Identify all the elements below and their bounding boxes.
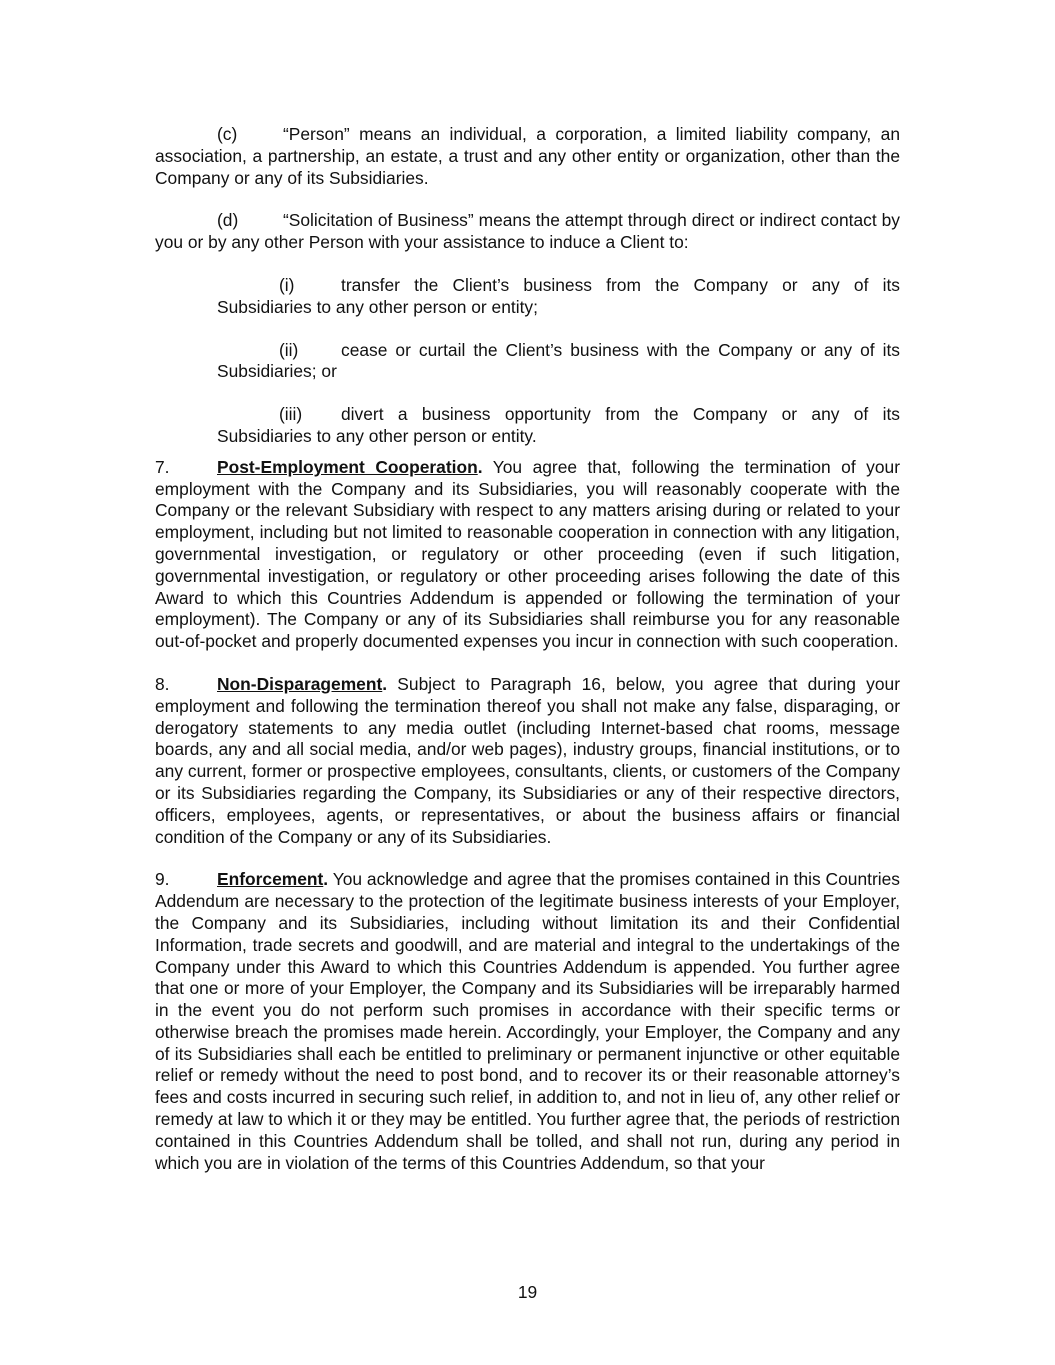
section-heading: Post-Employment Cooperation (217, 456, 478, 477)
definition-text: “Solicitation of Business” means the attempt through direct or indirect contact by you or by any other Person with your assistance to induce a Client to: (155, 210, 900, 253)
sub-item-ii (217, 340, 900, 384)
section-text: You agree that, following the termination of your employment with the Company and its Subsidiaries, you will reasonably cooperate with the Company or the relevant Subsidiary with respect to any matters arising during or related to your employment, including but not limited to reasonable cooperation in connection with any litigation, governmental investigation, or regulatory or other proceeding (even if such litigation, governmental investigation, or regulatory or other proceeding arises following the date of this Award to which this Countries Addendum is appended or following the termination of your employment). The Company or any of its Subsidiaries shall reimburse you for any reasonable out-of-pocket and properly documented expenses you incur in connection with such cooperation. (155, 456, 900, 652)
page-number: 19 (517, 1282, 538, 1302)
section-number: 8. (155, 673, 170, 694)
section-number: 7. (155, 456, 170, 477)
definition-c (155, 124, 900, 189)
sub-item-text: transfer the Client’s business from the Company or any of its Subsidiaries to any other person or entity; (217, 274, 900, 317)
section-number: 9. (155, 869, 170, 890)
definition-label: (d) (217, 210, 239, 231)
document-page (155, 124, 900, 1195)
sub-item-text: cease or curtail the Client’s business with the Company or any of its Subsidiaries; or (217, 339, 900, 382)
sub-item-label: (i) (279, 274, 295, 295)
section-7 (155, 457, 900, 653)
section-heading: Enforcement (217, 869, 324, 890)
section-9 (155, 869, 900, 1174)
sub-item-label: (iii) (279, 404, 303, 425)
sub-item-label: (ii) (279, 339, 299, 360)
section-8 (155, 674, 900, 848)
section-heading-period: . (382, 673, 388, 694)
definition-d (155, 210, 900, 254)
section-heading-period: . (323, 869, 329, 890)
section-heading: Non-Disparagement (217, 673, 383, 694)
section-heading-period: . (477, 456, 483, 477)
definition-label: (c) (217, 124, 238, 144)
section-text: You acknowledge and agree that the promises contained in this Countries Addendum are necessary to the protection of the legitimate business interests of your Employer, the Company and its Subsidiaries, including without limitation its and their Confidential Information, trade secrets and goodwill, and are material and integral to the undertakings of the Company under this Award to which this Countries Addendum is appended. You further agree that one or more of your Employer, the Company and its Subsidiaries will be irreparably harmed in the event you do not perform such promises in accordance with their specific terms or otherwise breach the promises made herein. Accordingly, your Employer, the Company and any of its Subsidiaries shall each be entitled to preliminary or permanent injunctive or other equitable relief or remedy without the need to post bond, and to recover its or their reasonable attorney’s fees and costs incurred in securing such relief, in addition to, and not in lieu of, any other relief or remedy at law to which it or they may be entitled. You further agree that, the periods of restriction contained in this Countries Addendum shall be tolled, and shall not run, during any period in which you are in violation of the terms of this Countries Addendum, so that your (155, 869, 900, 1173)
definition-text: “Person” means an individual, a corporation, a limited liability company, an association, a partnership, an estate, a trust and any other entity or organization, other than the Company or any of its Subsidiaries. (155, 124, 900, 188)
sub-item-i (217, 275, 900, 319)
sub-item-text: divert a business opportunity from the Company or any of its Subsidiaries to any other person or entity. (217, 404, 900, 446)
section-text: Subject to Paragraph 16, below, you agree that during your employment and following the termination thereof you shall not make any false, disparaging, or derogatory statements to any media outlet (including Internet-based chat rooms, message boards, any and all social media, and/or web pages), industry groups, financial institutions, or to any current, former or prospective employees, consultants, clients, or customers of the Company or its Subsidiaries regarding the Company, its Subsidiaries or any of their respective directors, officers, employees, agents, or representatives, or about the business affairs or financial condition of the Company or any of its Subsidiaries. (155, 673, 900, 847)
sub-item-iii (217, 404, 900, 448)
